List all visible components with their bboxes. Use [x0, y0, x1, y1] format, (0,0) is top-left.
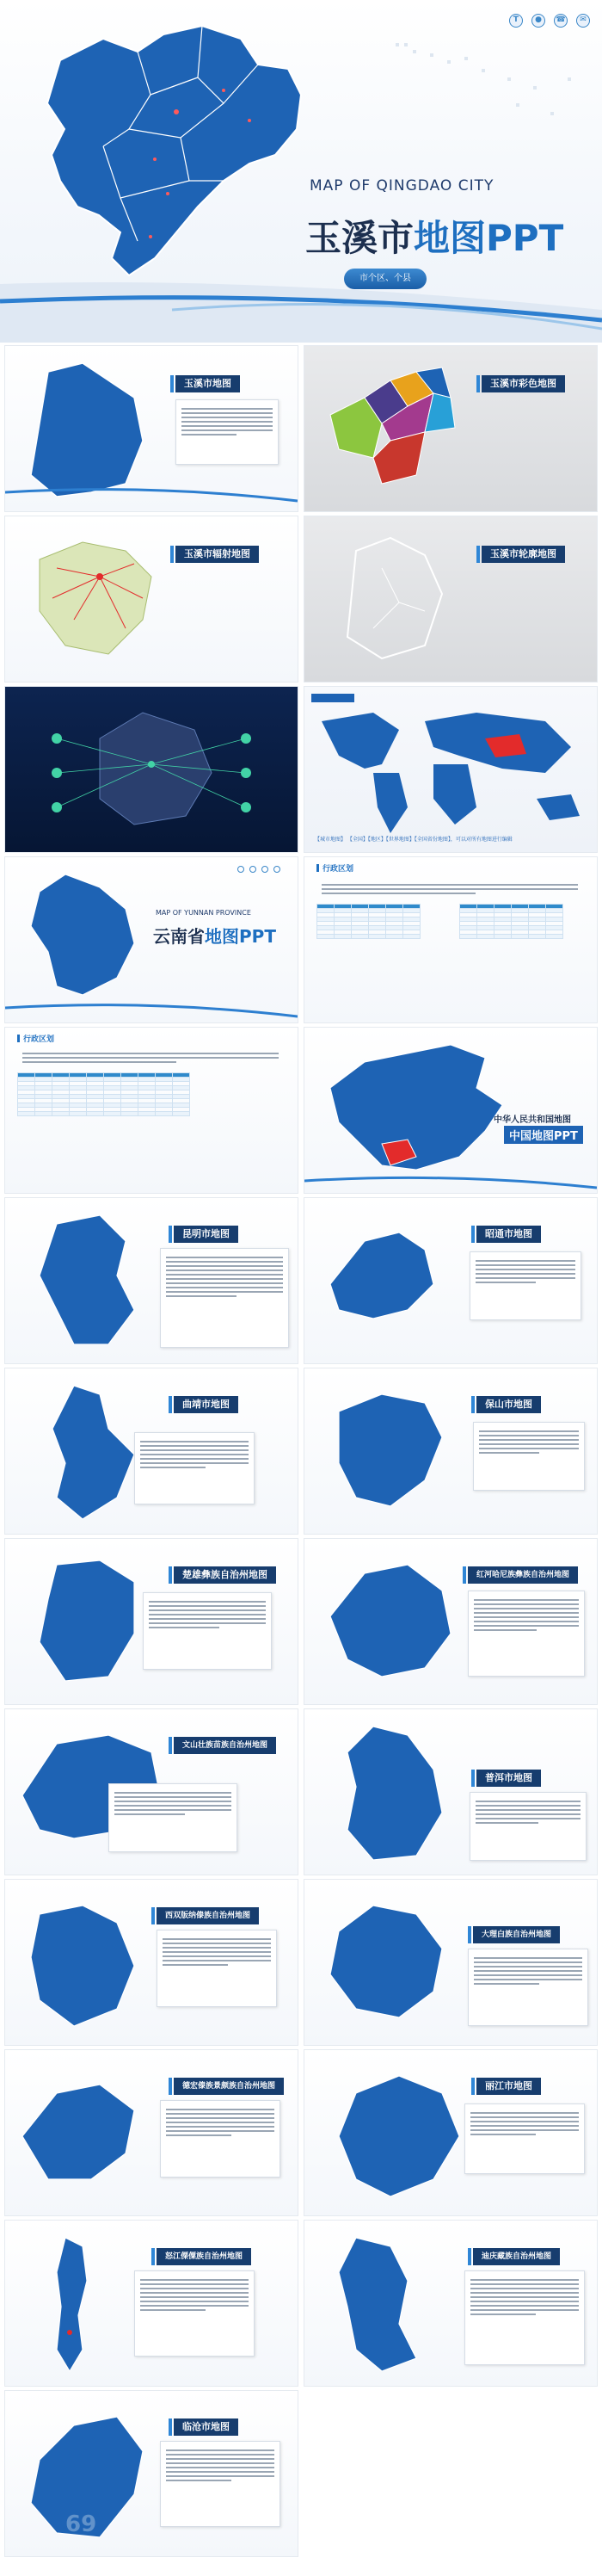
- world-map-shape: [304, 687, 597, 852]
- text-box: [143, 1592, 272, 1670]
- china-map-badge: 中国地图PPT: [504, 1126, 583, 1144]
- slide-lijiang[interactable]: [304, 2050, 597, 2215]
- slide-diqing[interactable]: [304, 2221, 597, 2386]
- hero-subtitle-en: MAP OF QINGDAO CITY: [310, 177, 494, 195]
- china-map-shape: [304, 1028, 597, 1193]
- hero-title-blue: 地图PPT: [414, 217, 564, 259]
- phone-icon[interactable]: ☎: [554, 14, 568, 28]
- slide-yuxi-map[interactable]: [5, 346, 298, 511]
- slide-label: 玉溪市地图: [175, 375, 240, 392]
- text-box: [157, 1930, 277, 2007]
- slide-label: 大理白族自治州地图: [473, 1926, 560, 1943]
- slide-honghe[interactable]: [304, 1539, 597, 1704]
- yunnan-title-blue: 地图PPT: [205, 926, 276, 947]
- yuxi-map-shape: [47, 26, 301, 275]
- slide-label: 迪庆藏族自治州地图: [473, 2248, 560, 2265]
- slide-label: 昆明市地图: [174, 1226, 238, 1243]
- slide-world-map[interactable]: [304, 687, 597, 852]
- text-box: [134, 1432, 255, 1504]
- slide-label: 文山壮族苗族自治州地图: [174, 1737, 276, 1754]
- slide-label: 玉溪市彩色地图: [482, 375, 565, 392]
- slide-icons: [237, 866, 280, 873]
- admin-table: [17, 1072, 190, 1116]
- slide-zhaotong[interactable]: [304, 1198, 597, 1363]
- slide-yuxi-outline-map[interactable]: [304, 516, 597, 682]
- circle-icon: [237, 866, 244, 873]
- slide-label: 玉溪市辐射地图: [175, 546, 259, 563]
- slide-heading: 行政区划: [316, 862, 353, 874]
- intro-text: [316, 876, 583, 897]
- network-map-shape: [5, 687, 298, 852]
- slide-label: 德宏傣族景颇族自治州地图: [174, 2078, 284, 2095]
- text-box: [473, 1422, 585, 1491]
- circle-icon: [261, 866, 268, 873]
- radiation-map-shape: [5, 516, 298, 682]
- slide-dali[interactable]: [304, 1880, 597, 2045]
- slide-lincang[interactable]: [5, 2391, 298, 2556]
- slide-yuxi-radiation-map[interactable]: [5, 516, 298, 682]
- text-box: [464, 2270, 585, 2365]
- slide-chuxiong[interactable]: [5, 1539, 298, 1704]
- text-box: [134, 2270, 255, 2357]
- slide-nujiang[interactable]: [5, 2221, 298, 2386]
- admin-table-left: [316, 904, 421, 939]
- slide-label: 丽江市地图: [476, 2078, 541, 2095]
- slide-kunming[interactable]: [5, 1198, 298, 1363]
- slide-label: 昭通市地图: [476, 1226, 541, 1243]
- text-box: [468, 1591, 585, 1677]
- envelope-icon[interactable]: ✉: [576, 14, 590, 28]
- slide-dehong[interactable]: [5, 2050, 298, 2215]
- decorative-swoosh: [0, 0, 602, 343]
- header-icons: [509, 14, 590, 28]
- hero-title: [305, 210, 563, 262]
- slide-dark-network-map[interactable]: [5, 687, 298, 852]
- outline-map-shape: [304, 516, 597, 682]
- color-map-shape: [304, 346, 597, 511]
- people-icon[interactable]: ●: [531, 14, 545, 28]
- slide-label: 普洱市地图: [476, 1770, 541, 1787]
- yunnan-title-dark: 云南省: [153, 926, 205, 947]
- slide-label: 怒江傈僳族自治州地图: [157, 2248, 251, 2265]
- slide-label: 保山市地图: [476, 1396, 541, 1413]
- text-box: [464, 2103, 585, 2174]
- hero-title-dark: 玉溪市: [305, 217, 415, 259]
- slide-admin-division-2[interactable]: [5, 1028, 298, 1193]
- watermark-text: 69: [65, 2511, 97, 2537]
- text-box: [108, 1783, 237, 1852]
- slide-china-map[interactable]: [304, 1028, 597, 1193]
- slide-wenshan[interactable]: [5, 1709, 298, 1875]
- text-box: [160, 2441, 280, 2527]
- slide-label: 玉溪市轮廓地图: [482, 546, 565, 563]
- circle-icon: [249, 866, 256, 873]
- text-box: [468, 1949, 588, 2026]
- slide-qujing[interactable]: [5, 1368, 298, 1534]
- yunnan-subtitle-en: MAP OF YUNNAN PROVINCE: [156, 909, 251, 917]
- intro-text: [17, 1045, 284, 1067]
- text-box: [470, 1792, 587, 1861]
- slide-label: 楚雄彝族自治州地图: [174, 1566, 276, 1584]
- world-map-caption: 【城市地图】 【全国】【地区】【世界地图】【全国省份地图】，可以对所有地图进行编辑: [315, 837, 513, 843]
- slide-label: 西双版纳傣族自治州地图: [157, 1907, 259, 1924]
- text-box: [160, 2100, 280, 2178]
- hero-pill: 市个区、个县: [344, 269, 427, 289]
- shirt-icon[interactable]: T: [509, 14, 523, 28]
- slide-admin-division-1[interactable]: [304, 857, 597, 1022]
- circle-icon: [273, 866, 280, 873]
- text-box: [470, 1251, 581, 1320]
- slide-baoshan[interactable]: [304, 1368, 597, 1534]
- slide-xishuangbanna[interactable]: [5, 1880, 298, 2045]
- china-map-title: 中华人民共和国地图: [494, 1115, 571, 1125]
- text-box: [160, 1248, 289, 1348]
- slide-label: 红河哈尼族彝族自治州地图: [468, 1566, 578, 1584]
- admin-table-right: [459, 904, 563, 939]
- yunnan-title: [153, 923, 276, 948]
- slide-puer[interactable]: [304, 1709, 597, 1875]
- slide-heading: 行政区划: [17, 1033, 54, 1044]
- hero-slide: [0, 0, 602, 343]
- slide-label: 曲靖市地图: [174, 1396, 238, 1413]
- slide-yuxi-color-map[interactable]: [304, 346, 597, 511]
- text-box: [175, 399, 279, 465]
- slide-label: 临沧市地图: [174, 2418, 238, 2436]
- slide-yunnan-cover[interactable]: [5, 857, 298, 1022]
